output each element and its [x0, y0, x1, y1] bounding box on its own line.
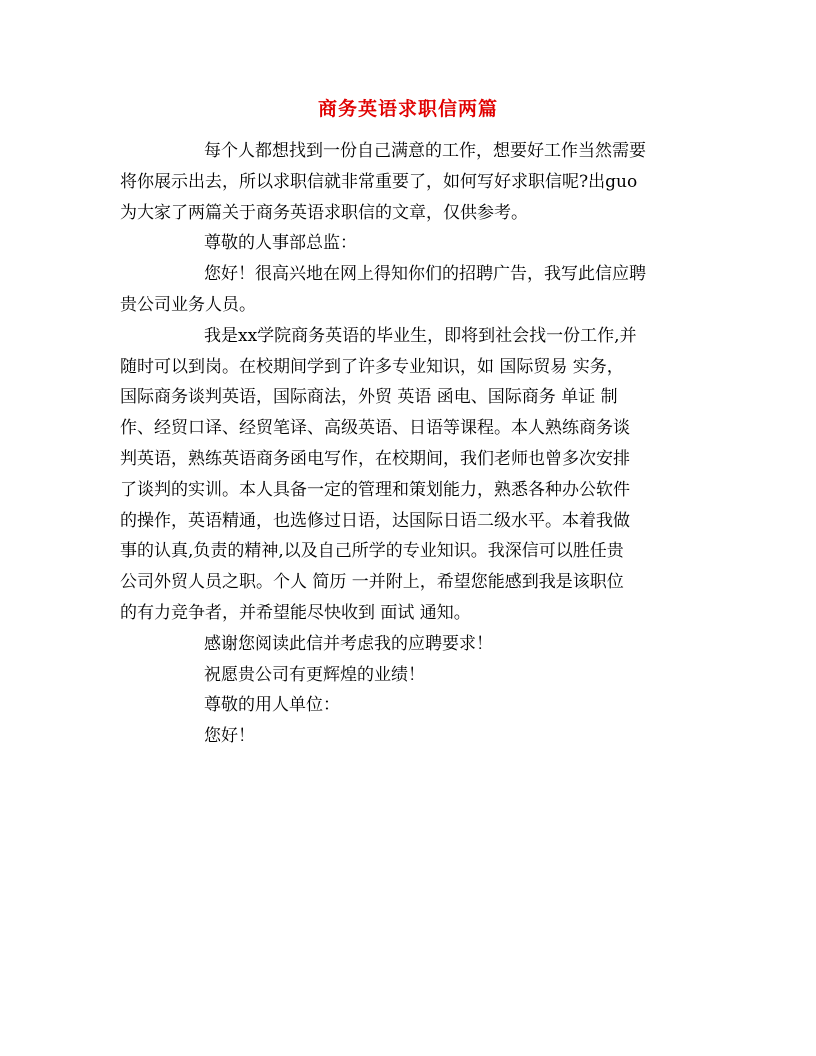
body-line: 事的认真,负责的精神,以及自己所学的专业知识。我深信可以胜任贵: [120, 541, 624, 562]
body-line: 贵公司业务人员。: [120, 294, 256, 315]
body-line: 随时可以到岗。在校期间学到了许多专业知识，如 国际贸易 实务，: [120, 356, 624, 377]
body-line: 的操作，英语精通，也选修过日语，达国际日语二级水平。本着我做: [120, 510, 630, 531]
body-line: 判英语，熟练英语商务函电写作，在校期间，我们老师也曾多次安排: [120, 448, 630, 469]
body-line: 尊敬的人事部总监：: [204, 233, 357, 254]
body-line: 尊敬的用人单位：: [204, 695, 340, 716]
body-line: 作、经贸口译、经贸笔译、高级英语、日语等课程。本人熟练商务谈: [120, 418, 630, 439]
body-line: 了谈判的实训。本人具备一定的管理和策划能力，熟悉各种办公软件: [120, 479, 630, 500]
body-line: 感谢您阅读此信并考虑我的应聘要求！: [204, 633, 493, 654]
body-line: 公司外贸人员之职。个人 简历 一并附上，希望您能感到我是该职位: [120, 572, 624, 593]
body-line: 的有力竞争者，并希望能尽快收到 面试 通知。: [120, 602, 471, 623]
document-body: [120, 136, 700, 752]
body-line: 您好！: [204, 726, 255, 747]
body-line: 祝愿贵公司有更辉煌的业绩！: [204, 664, 425, 685]
document-title: 商务英语求职信两篇: [317, 98, 498, 120]
body-line: 您好！很高兴地在网上得知你们的招聘广告，我写此信应聘: [204, 264, 646, 285]
body-line: 国际商务谈判英语，国际商法，外贸 英语 函电、国际商务 单证 制: [120, 387, 618, 408]
body-line: 每个人都想找到一份自己满意的工作，想要好工作当然需要: [204, 141, 646, 161]
body-line: 将你展示出去，所以求职信就非常重要了，如何写好求职信呢?出guo: [120, 171, 638, 192]
body-line: 我是xx学院商务英语的毕业生，即将到社会找一份工作,并: [204, 325, 637, 346]
body-line: 为大家了两篇关于商务英语求职信的文章，仅供参考。: [120, 202, 528, 223]
